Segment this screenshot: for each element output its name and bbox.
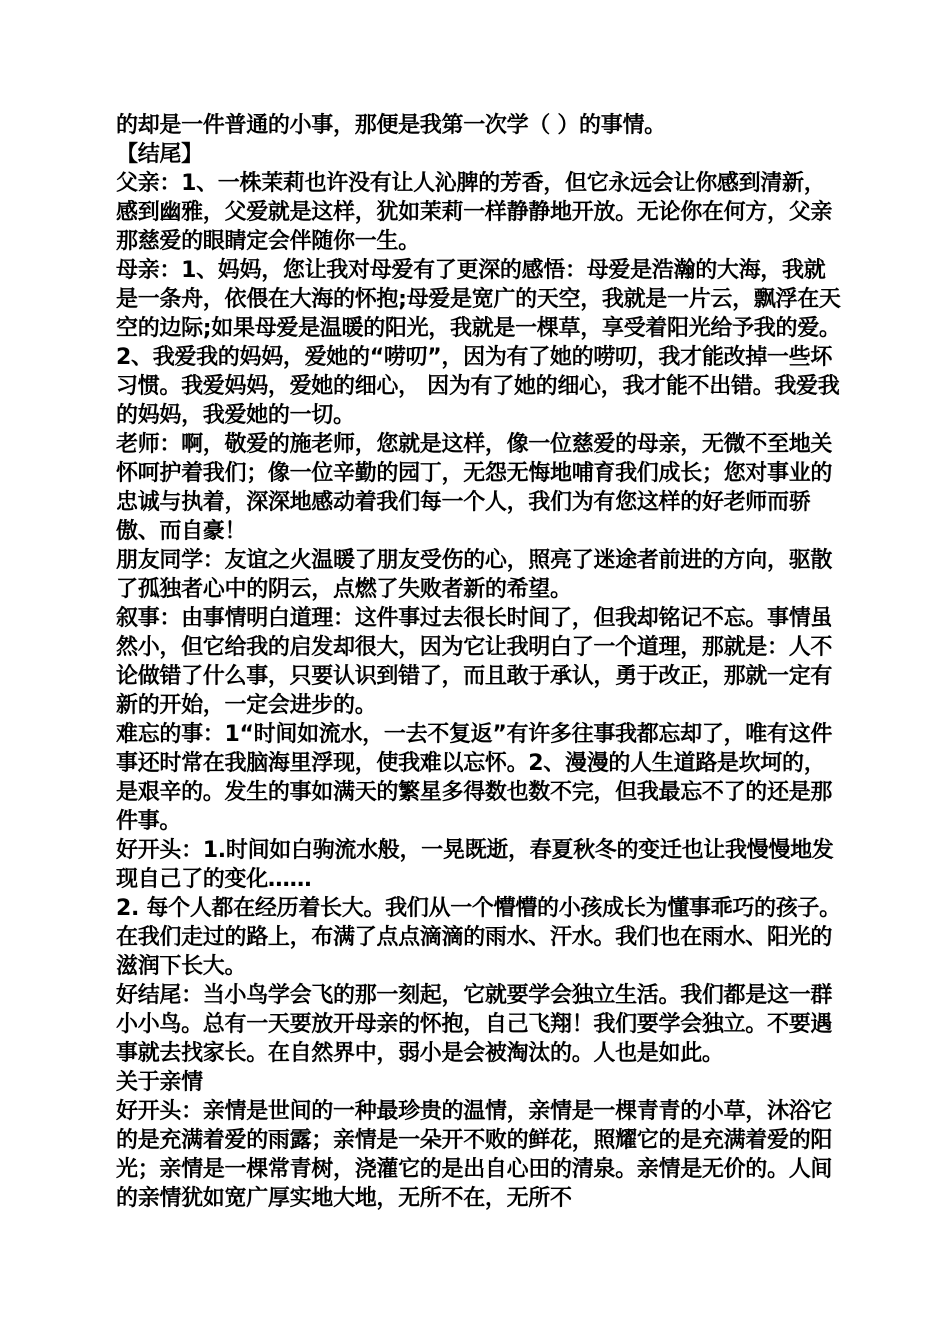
paragraph-family-opening: 好开头：亲情是世间的一种最珍贵的温情，亲情是一棵青青的小草，沐浴它的是充满着爱的雨露；亲情是一朵开不败的鲜花，照耀它的是充满着爱的阳光；亲情是一棵常青树，浇灌它的是出自心田的清泉。亲情是无价的。人间的亲情犹如宽广厚实地大地，无所不在，无所不 — [116, 1099, 833, 1211]
paragraph-teacher: 老师：啊，敬爱的施老师，您就是这样，像一位慈爱的母亲，无微不至地关怀呵护着我们；像一位辛勤的园丁，无怨无悔地哺育我们成长；您对事业的忠诚与执着，深深地感动着我们每一个人，我们为有您这样的好老师而骄傲、而自豪！ — [116, 432, 833, 544]
document-body — [116, 111, 842, 1213]
section-heading-family: 关于亲情 — [116, 1070, 203, 1095]
paragraph-intro-tail: 的却是一件普通的小事，那便是我第一次学（ ）的事情。 — [116, 113, 666, 138]
section-heading-ending: 【结尾】 — [116, 142, 203, 167]
paragraph-memorable: 难忘的事：1“时间如流水，一去不复返”有许多往事我都忘却了，唯有这件事还时常在我脑海里浮现，使我难以忘怀。2、漫漫的人生道路是坎坷的，是艰辛的。发生的事如满天的繁星多得数也数不完，但我最忘不了的还是那件事。 — [116, 722, 833, 834]
paragraph-friends: 朋友同学：友谊之火温暖了朋友受伤的心，照亮了迷途者前进的方向，驱散了孤独者心中的阴云，点燃了失败者新的希望。 — [116, 548, 833, 602]
paragraph-narrative: 叙事：由事情明白道理：这件事过去很长时间了，但我却铭记不忘。事情虽然小，但它给我的启发却很大，因为它让我明白了一个道理，那就是：人不论做错了什么事，只要认识到错了，而且敢于承认，勇于改正，那就一定有新的开始，一定会进步的。 — [116, 606, 833, 718]
paragraph-good-ending: 好结尾：当小鸟学会飞的那一刻起，它就要学会独立生活。我们都是这一群小小鸟。总有一天要放开母亲的怀抱，自己飞翔！我们要学会独立。不要遇事就去找家长。在自然界中，弱小是会被淘汰的。人也是如此。 — [116, 983, 833, 1066]
paragraph-mother-2: 2、我爱我的妈妈，爱她的“唠叨”，因为有了她的唠叨，我才能改掉一些坏习惯。我爱妈妈，爱她的细心， 因为有了她的细心，我才能不出错。我爱我的妈妈，我爱她的一切。 — [116, 345, 840, 428]
paragraph-mother-1: 母亲：1、妈妈，您让我对母爱有了更深的感悟：母爱是浩瀚的大海，我就是一条舟，依偎在大海的怀抱;母爱是宽广的天空，我就是一片云，飘浮在天空的边际;如果母爱是温暖的阳光，我就是一棵草，享受着阳光给予我的爱。 — [116, 258, 841, 341]
paragraph-good-opening-1: 好开头：1.时间如白驹流水般，一晃既逝，春夏秋冬的变迁也让我慢慢地发现自己了的变化…… — [116, 838, 834, 892]
paragraph-good-opening-2: 2. 每个人都在经历着长大。我们从一个懵懵的小孩成长为懂事乖巧的孩子。在我们走过的路上，布满了点点滴滴的雨水、汗水。我们也在雨水、阳光的滋润下长大。 — [116, 896, 841, 979]
paragraph-father: 父亲：1、一株茉莉也许没有让人沁脾的芳香，但它永远会让你感到清新，感到幽雅，父爱就是这样，犹如茉莉一样静静地开放。无论你在何方，父亲那慈爱的眼睛定会伴随你一生。 — [116, 171, 833, 254]
